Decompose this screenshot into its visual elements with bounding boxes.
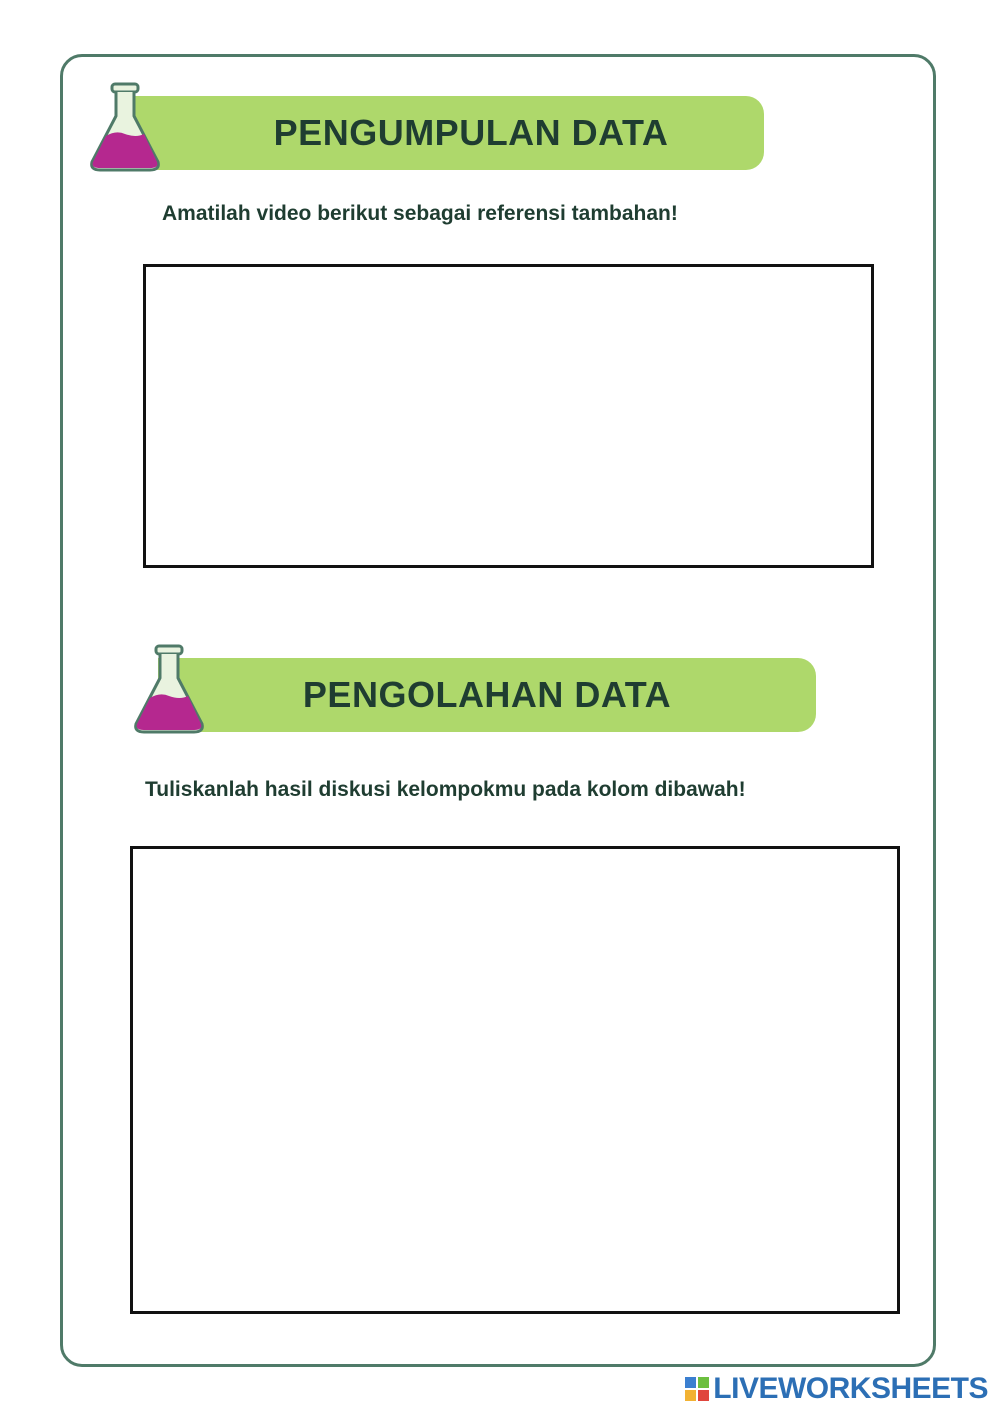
section-banner-pengolahan — [158, 658, 816, 732]
section-title: PENGOLAHAN DATA — [302, 674, 672, 715]
section-title: PENGUMPULAN DATA — [273, 112, 669, 153]
section-banner-pengumpulan — [118, 96, 764, 170]
video-embed-area[interactable] — [143, 264, 874, 568]
brand-name: LIVEWORKSHEETS — [713, 1372, 988, 1405]
instruction-text: Tuliskanlah hasil diskusi kelompokmu pada kolom dibawah! — [145, 778, 746, 801]
flask-icon — [86, 80, 164, 174]
liveworksheets-logo — [685, 1372, 988, 1406]
instruction-text: Amatilah video berikut sebagai referensi tambahan! — [162, 202, 678, 225]
brand-logo-icon — [685, 1377, 709, 1401]
answer-text-area[interactable] — [130, 846, 900, 1314]
flask-icon — [130, 642, 208, 736]
